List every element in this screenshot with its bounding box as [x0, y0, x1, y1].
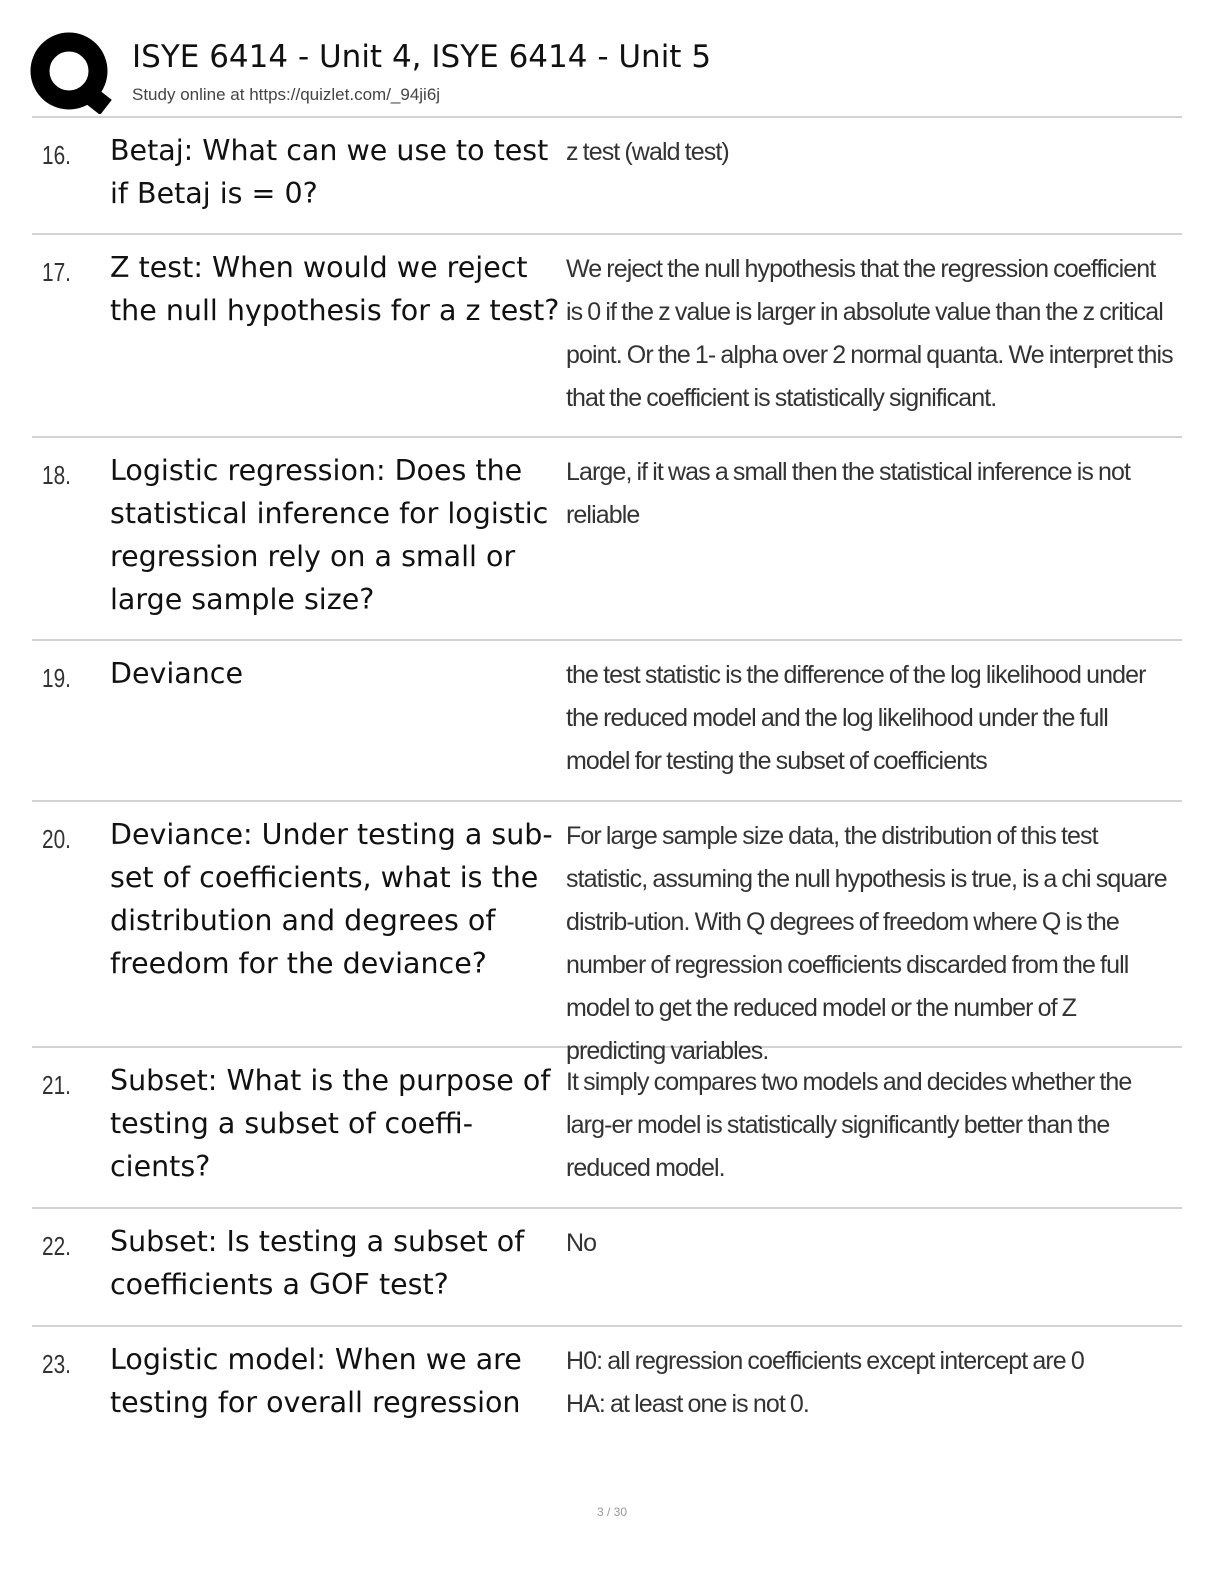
flashcard-19: [32, 641, 1182, 802]
card-definition: No: [566, 1229, 597, 1257]
card-definition: Large, if it was a small then the statistical inference is not reliable: [566, 458, 1131, 529]
page-header: [30, 32, 1182, 116]
card-definition: We reject the null hypothesis that the regression coefficient is 0 if the z value is larger in absolute value than the z critical point. Or the 1- alpha over 2 normal quanta. We interpret this that the coefficient is statistically significant.: [566, 255, 1173, 412]
flashcard-18: [32, 438, 1182, 641]
page-number: 3 / 30: [596, 1505, 628, 1519]
card-definition: It simply compares two models and decides whether the larg-er model is statistically significantly better than the reduced model.: [566, 1068, 1132, 1182]
card-term: Betaj: What can we use to test if Betaj is = 0?: [110, 134, 549, 210]
quizlet-logo-icon: [30, 32, 112, 114]
card-term: Subset: What is the purpose of testing a subset of coeffi-cients?: [110, 1064, 551, 1183]
card-number: 21.: [42, 1070, 71, 1100]
card-number: 16.: [42, 140, 71, 170]
flashcard-list: [32, 118, 1182, 1437]
card-term: Subset: Is testing a subset of coefficients a GOF test?: [110, 1225, 525, 1301]
page-title: ISYE 6414 - Unit 4, ISYE 6414 - Unit 5: [132, 39, 712, 75]
card-number: 17.: [42, 257, 71, 287]
card-term: Deviance: [110, 657, 243, 690]
flashcard-17: [32, 235, 1182, 438]
flashcard-20: [32, 802, 1182, 1065]
card-definition: For large sample size data, the distribution of this test statistic, assuming the null hypothesis is true, is a chi square distrib-ution. With Q degrees of freedom where Q is the number of regression coefficients discarded from the full model to get the reduced model or the number of Z predicting variables.: [566, 822, 1167, 1065]
card-number: 22.: [42, 1231, 71, 1261]
flashcard-23: [32, 1327, 1182, 1437]
card-term: Z test: When would we reject the null hypothesis for a z test?: [110, 251, 560, 327]
flashcard-21: [32, 1048, 1182, 1209]
card-number: 18.: [42, 460, 71, 490]
card-definition: the test statistic is the difference of the log likelihood under the reduced model and the log likelihood under the full model for testing the subset of coefficients: [566, 661, 1146, 775]
flashcard-16: [32, 118, 1182, 235]
flashcard-22: [32, 1209, 1182, 1327]
card-number: 23.: [42, 1349, 71, 1379]
card-term: Logistic regression: Does the statistical inference for logistic regression rely on a small or large sample size?: [110, 454, 549, 616]
card-term: Deviance: Under testing a sub-set of coefficients, what is the distribution and degrees of freedom for the deviance?: [110, 818, 553, 980]
card-definition: z test (wald test): [566, 138, 729, 166]
card-definition: H0: all regression coefficients except intercept are 0 HA: at least one is not 0.: [566, 1347, 1084, 1418]
card-term: Logistic model: When we are testing for overall regression: [110, 1343, 522, 1419]
study-online-link[interactable]: Study online at https://quizlet.com/_94ji6j: [132, 85, 441, 104]
card-number: 19.: [42, 663, 71, 693]
card-number: 20.: [42, 824, 71, 854]
